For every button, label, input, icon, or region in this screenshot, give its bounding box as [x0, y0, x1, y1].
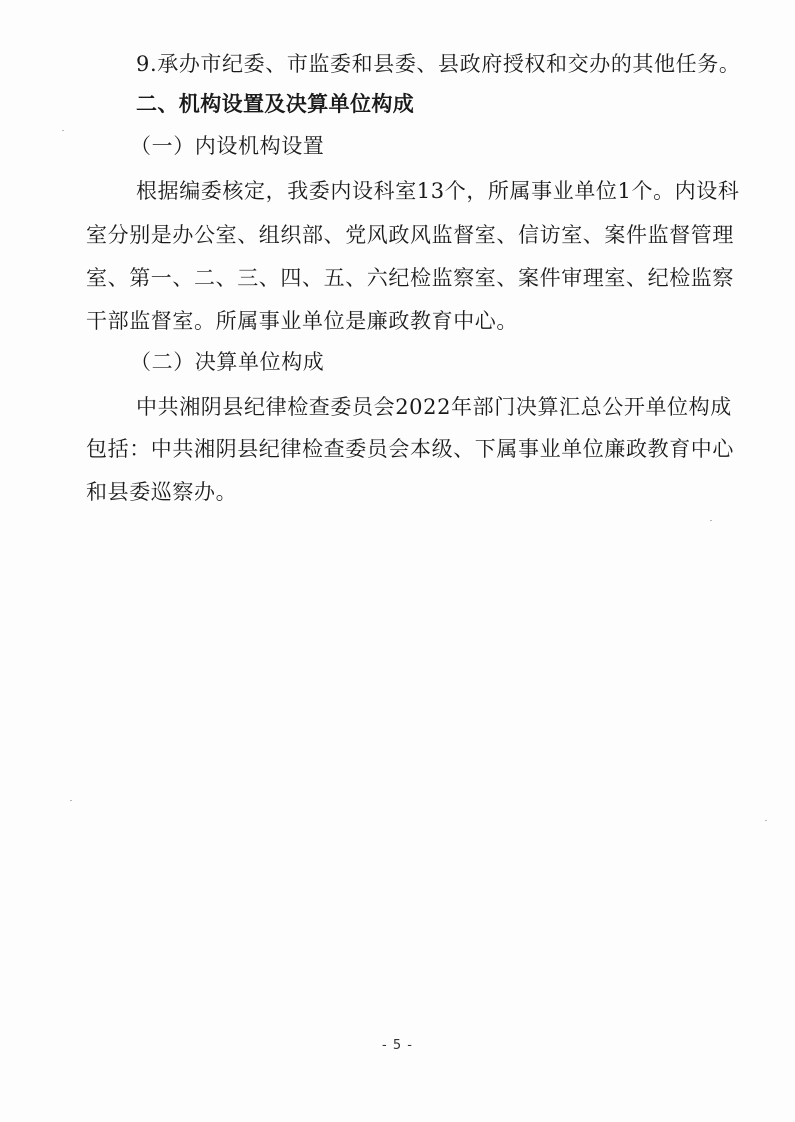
scan-speck [710, 520, 712, 521]
page-number: - 5 - [382, 1038, 413, 1053]
scan-speck [62, 130, 64, 131]
paragraph-line: 室、第一、二、三、四、五、六纪检监察室、案件审理室、纪检监察 [86, 266, 734, 290]
paragraph-line: 和县委巡察办。 [86, 480, 238, 504]
task-item-9: 9.承办市纪委、市监委和县委、县政府授权和交办的其他任务。 [136, 52, 741, 76]
scan-speck [70, 800, 72, 801]
paragraph-line: 干部监督室。所属事业单位是廉政教育中心。 [86, 309, 518, 333]
scan-speck [765, 820, 767, 821]
paragraph-line: 室分别是办公室、组织部、党风政风监督室、信访室、案件监督管理 [86, 223, 734, 247]
subsection-heading-internal-departments: （一）内设机构设置 [130, 134, 325, 158]
paragraph-line: 中共湘阴县纪律检查委员会2022年部门决算汇总公开单位构成 [136, 395, 732, 419]
section-heading-institution-setup: 二、机构设置及决算单位构成 [136, 92, 415, 116]
paragraph-line: 包括：中共湘阴县纪律检查委员会本级、下属事业单位廉政教育中心 [86, 437, 734, 461]
paragraph-line: 根据编委核定，我委内设科室13个，所属事业单位1个。内设科 [136, 179, 740, 203]
subsection-heading-accounts-units: （二）决算单位构成 [130, 350, 325, 374]
